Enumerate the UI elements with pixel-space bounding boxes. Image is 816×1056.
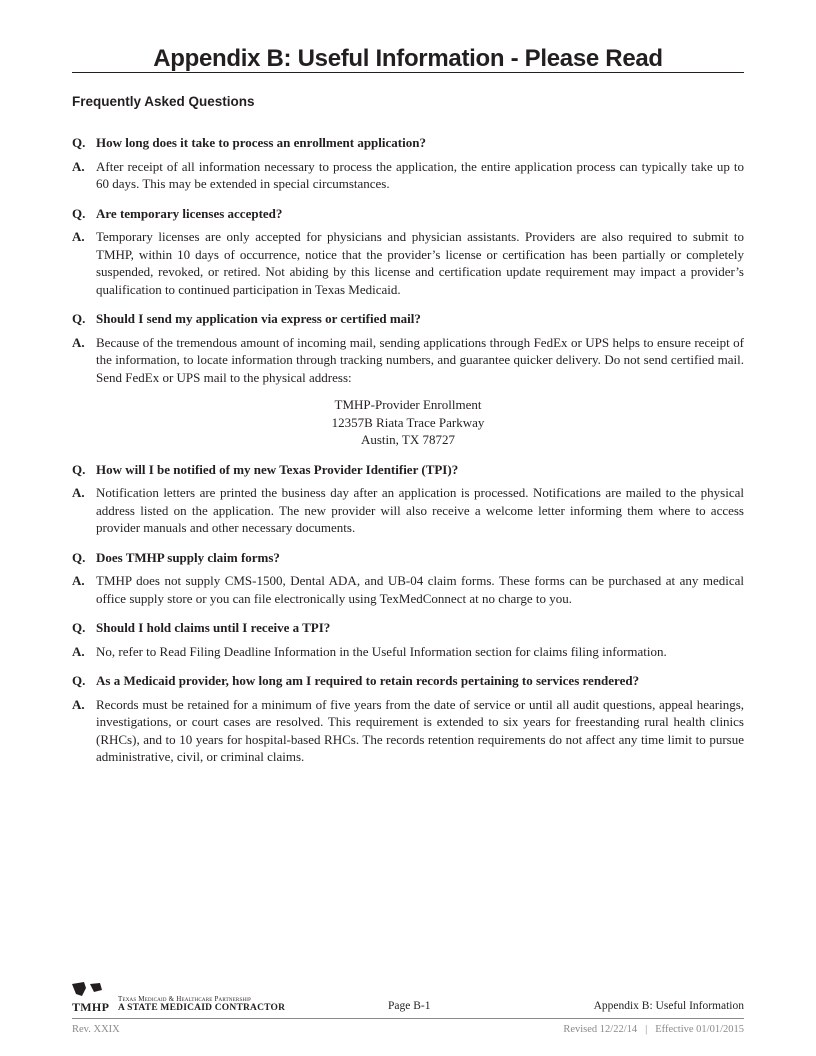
faq-item <box>72 205 744 299</box>
footer-partnership: Texas Medicaid & Healthcare Partnership <box>118 995 252 1003</box>
footer-contractor: A STATE MEDICAID CONTRACTOR <box>118 1003 286 1013</box>
mailing-address <box>72 396 744 449</box>
question-row <box>72 672 744 690</box>
answer-label: A. <box>72 643 85 659</box>
section-heading: Frequently Asked Questions <box>72 94 255 109</box>
question-row <box>72 461 744 479</box>
address-line: 12357B Riata Trace Parkway <box>331 414 485 430</box>
answer-text: Because of the tremendous amount of incoming mail, sending applications through FedEx or UPS helps to ensure receipt of the information, to locate information through tracking numbers, and guarantee quicker delivery. Do not send certified mail. Send FedEx or UPS mail to the physical address: <box>96 334 744 385</box>
faq-item <box>72 672 744 766</box>
question-text: Should I hold claims until I receive a TPI? <box>96 620 331 635</box>
answer-text: TMHP does not supply CMS-1500, Dental ADA, and UB-04 claim forms. These forms can be purchased at any medical office supply store or you can file electronically using TexMedConnect at no charge to you. <box>96 573 744 606</box>
faq-list <box>72 134 744 778</box>
answer-label: A. <box>72 334 85 350</box>
question-text: Does TMHP supply claim forms? <box>96 549 280 565</box>
answer-text: Temporary licenses are only accepted for physicians and physician assistants. Providers are also required to submit to TMHP, within 10 days of occurrence, notice that the provider’s license or certification has been partially or completely suspended, revoked, or retired. Not abiding by this license and certification update requirement may impact a provider’s qualification to continued participation in Texas Medicaid. <box>96 229 744 297</box>
question-label: Q. <box>72 461 86 477</box>
question-row <box>72 205 744 223</box>
question-label: Q. <box>72 135 86 150</box>
effective-date: Effective 01/01/2015 <box>655 1024 744 1035</box>
question-label: Q. <box>72 620 86 635</box>
question-text: How long does it take to process an enrollment application? <box>96 135 426 150</box>
question-row <box>72 619 744 637</box>
faq-item <box>72 310 744 449</box>
question-row <box>72 549 744 567</box>
footer-rule <box>72 1018 744 1019</box>
date-separator: | <box>645 1024 648 1035</box>
faq-item <box>72 461 744 537</box>
question-text: Are temporary licenses accepted? <box>96 205 283 221</box>
answer-row <box>72 334 744 387</box>
footer-dates <box>563 1024 744 1035</box>
title-rule <box>72 72 744 73</box>
answer-label: A. <box>72 158 85 174</box>
answer-text: No, refer to Read Filing Deadline Information in the Useful Information section for claims filing information. <box>96 643 667 659</box>
question-text: Should I send my application via express or certified mail? <box>96 311 421 326</box>
revision-number: Rev. XXIX <box>72 1024 120 1035</box>
answer-row <box>72 696 744 766</box>
answer-label: A. <box>72 485 85 500</box>
footer-logo-text: TMHP <box>72 1000 110 1014</box>
page-number: Page B-1 <box>388 1000 431 1012</box>
question-text: As a Medicaid provider, how long am I required to retain records pertaining to services rendered? <box>96 673 640 688</box>
answer-row <box>72 572 744 607</box>
answer-label: A. <box>72 229 85 244</box>
revised-date: Revised 12/22/14 <box>563 1024 638 1035</box>
question-row <box>72 134 744 152</box>
faq-item <box>72 134 744 193</box>
footer-section-title: Appendix B: Useful Information <box>593 1000 744 1012</box>
answer-text: Notification letters are printed the business day after an application is processed. Notifications are mailed to the physical address listed on the application. The new provider will also receive a welcome letter informing them where to access provider manuals and other necessary documents. <box>96 485 744 535</box>
page-title: Appendix B: Useful Information - Please Read <box>153 45 663 72</box>
question-text: How will I be notified of my new Texas Provider Identifier (TPI)? <box>96 461 459 477</box>
faq-item <box>72 549 744 608</box>
answer-row <box>72 158 744 193</box>
answer-label: A. <box>72 696 85 712</box>
address-line: Austin, TX 78727 <box>360 432 455 447</box>
answer-row <box>72 228 744 298</box>
question-label: Q. <box>72 205 86 221</box>
answer-label: A. <box>72 573 85 588</box>
faq-item <box>72 619 744 660</box>
address-line: TMHP-Provider Enrollment <box>334 397 482 412</box>
answer-row <box>72 643 744 661</box>
question-label: Q. <box>72 549 86 565</box>
question-label: Q. <box>72 311 86 326</box>
question-label: Q. <box>72 673 86 688</box>
question-row <box>72 310 744 328</box>
answer-row <box>72 484 744 537</box>
answer-text: After receipt of all information necessary to process the application, the entire application process can typically take up to 60 days. This may be extended in special circumstances. <box>96 158 744 191</box>
answer-text: Records must be retained for a minimum of five years from the date of service or until all audit questions, appeal hearings, investigations, or court cases are resolved. This requirement is extended to six years for freestanding rural health clinics (RHCs), and to 10 years for hospital-based RHCs. The records retention requirements do not affect any time limit to pursue administrative, civil, or criminal claims. <box>96 696 744 764</box>
